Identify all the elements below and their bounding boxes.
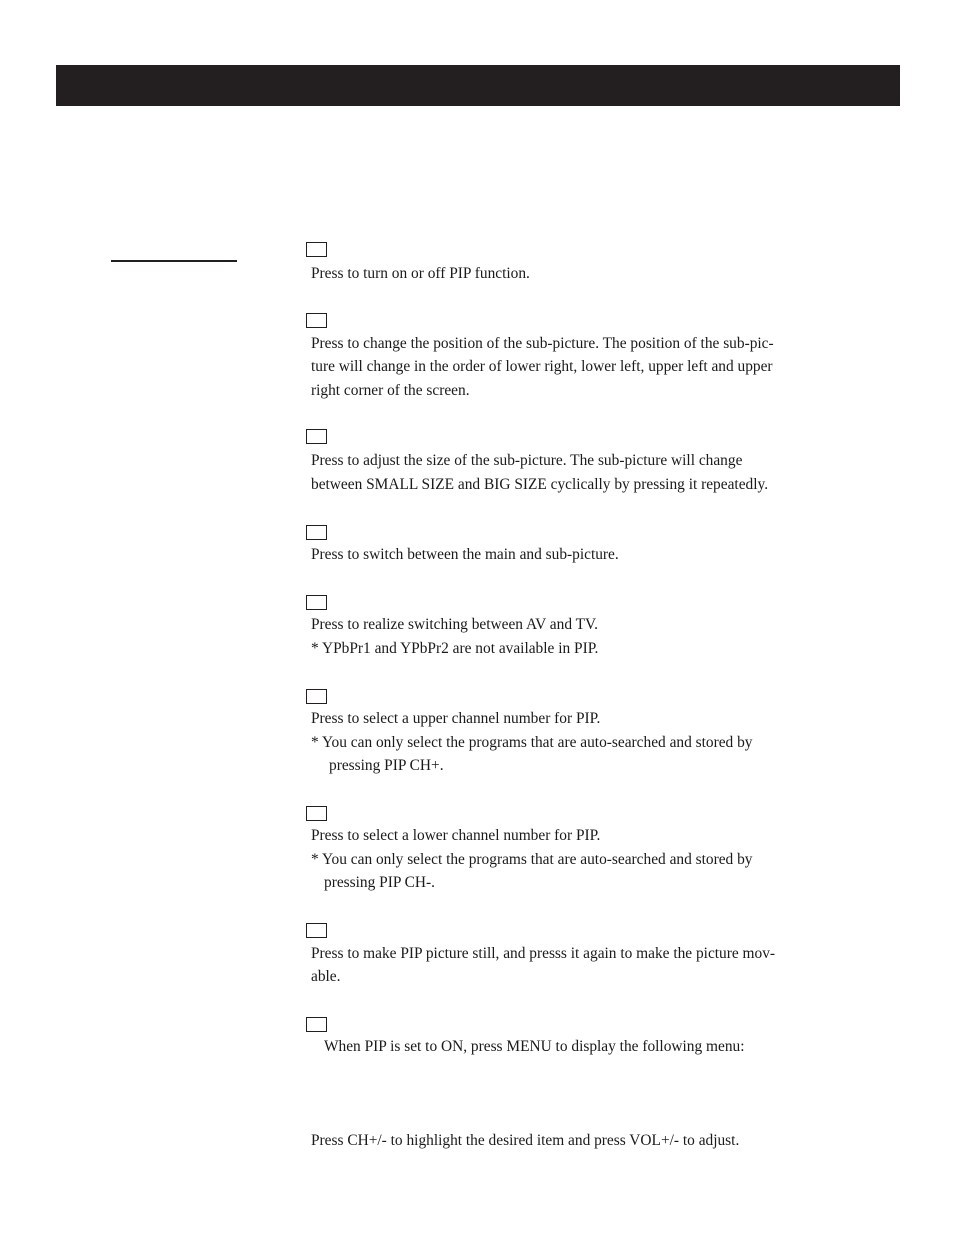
header-bar bbox=[56, 65, 900, 106]
body-line: When PIP is set to ON, press MENU to display the following menu: bbox=[324, 1038, 745, 1055]
note-line: * You can only select the programs that are auto-searched and stored by bbox=[311, 851, 753, 868]
body-line: Press to select a lower channel number for PIP. bbox=[311, 827, 601, 844]
note-line: pressing PIP CH-. bbox=[324, 874, 436, 891]
key-icon bbox=[306, 689, 327, 704]
body-line: between SMALL SIZE and BIG SIZE cyclically by pressing it repeatedly. bbox=[311, 476, 769, 493]
key-icon bbox=[306, 525, 327, 540]
key-icon bbox=[306, 923, 327, 938]
key-icon bbox=[306, 429, 327, 444]
body-line: Press to adjust the size of the sub-picture. The sub-picture will change bbox=[311, 452, 743, 469]
key-icon bbox=[306, 242, 327, 257]
key-icon bbox=[306, 313, 327, 328]
body-line: Press to turn on or off PIP function. bbox=[311, 265, 530, 282]
instruction-line: Press CH+/- to highlight the desired item and press VOL+/- to adjust. bbox=[311, 1132, 740, 1149]
section-heading-rule bbox=[111, 260, 237, 262]
body-line: ture will change in the order of lower right, lower left, upper left and upper bbox=[311, 358, 773, 375]
key-icon bbox=[306, 595, 327, 610]
note-line: * You can only select the programs that are auto-searched and stored by bbox=[311, 734, 753, 751]
note-line: * YPbPr1 and YPbPr2 are not available in PIP. bbox=[311, 640, 599, 657]
key-icon bbox=[306, 1017, 327, 1032]
body-line: Press to switch between the main and sub-picture. bbox=[311, 546, 619, 563]
key-icon bbox=[306, 806, 327, 821]
note-line: pressing PIP CH+. bbox=[329, 757, 444, 774]
body-line: right corner of the screen. bbox=[311, 382, 470, 399]
body-line: Press to make PIP picture still, and presss it again to make the picture mov- bbox=[311, 945, 776, 962]
body-line: able. bbox=[311, 968, 341, 985]
body-line: Press to change the position of the sub-picture. The position of the sub-pic- bbox=[311, 335, 774, 352]
body-line: Press to realize switching between AV and TV. bbox=[311, 616, 598, 633]
body-line: Press to select a upper channel number for PIP. bbox=[311, 710, 601, 727]
